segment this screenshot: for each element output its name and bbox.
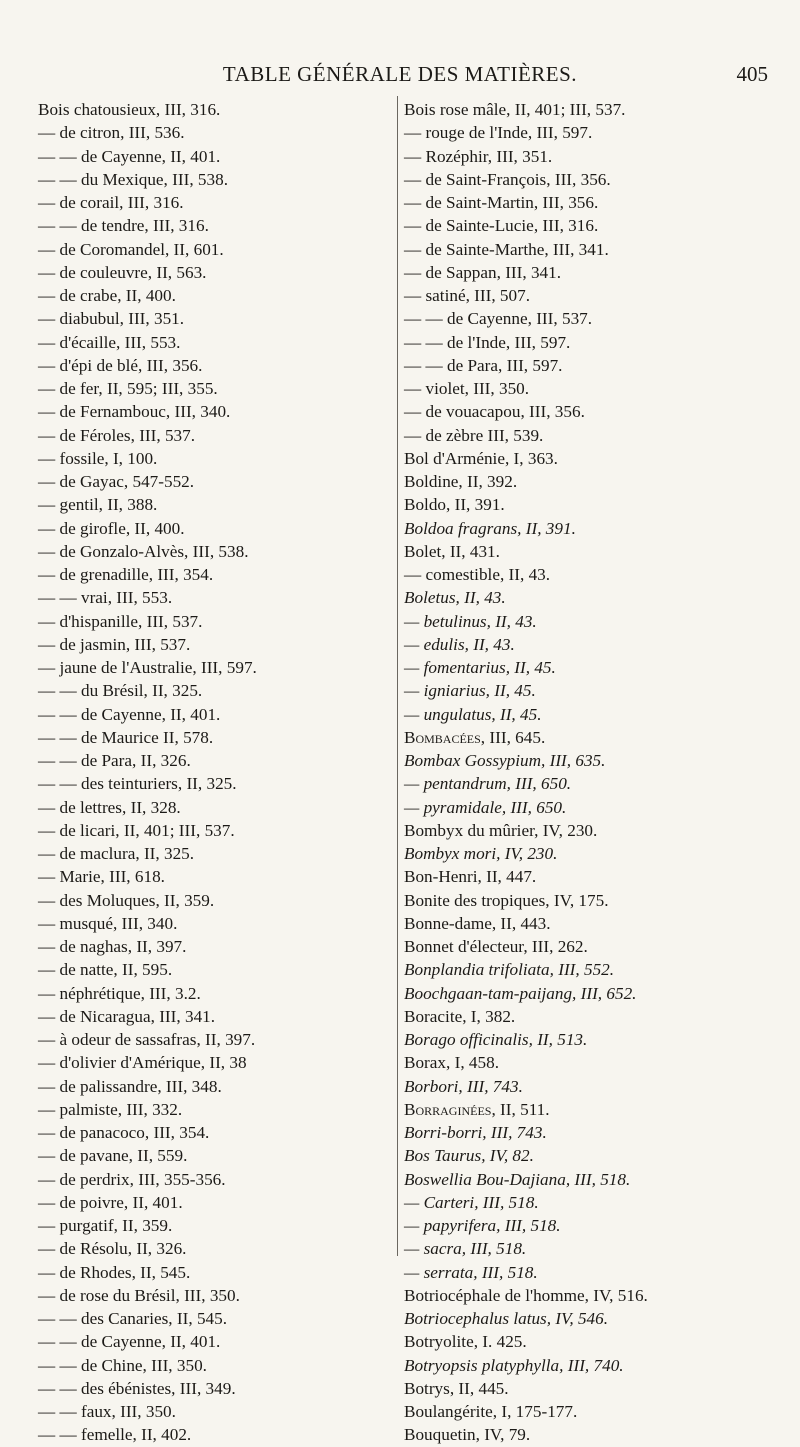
index-entry: Bos Taurus, IV, 82. <box>404 1146 534 1166</box>
index-entry: — de Fernambouc, III, 340. <box>38 402 231 422</box>
index-entry: Boochgaan-tam-paijang, III, 652. <box>404 983 637 1003</box>
index-entry: — de poivre, II, 401. <box>38 1192 183 1212</box>
index-entry: — — femelle, II, 402. <box>38 1425 192 1445</box>
index-entry: — — de tendre, III, 316. <box>38 216 209 236</box>
index-entry: Bombyx du mûrier, IV, 230. <box>404 820 598 840</box>
index-entry: Borax, I, 458. <box>404 1053 499 1073</box>
index-entry: Botryopsis platyphylla, III, 740. <box>404 1355 624 1375</box>
right-column <box>404 98 764 1447</box>
index-entry: — fossile, I, 100. <box>38 448 158 468</box>
index-entry: — Carteri, III, 518. <box>404 1192 539 1212</box>
index-entry: — — de l'Inde, III, 597. <box>404 332 571 352</box>
index-entry: Botriocephalus latus, IV, 546. <box>404 1309 609 1328</box>
index-entry: Bonplandia trifoliata, III, 552. <box>404 960 615 980</box>
index-entry: Botriocéphale de l'homme, IV, 516. <box>404 1285 648 1305</box>
index-entry: — serrata, III, 518. <box>404 1262 538 1282</box>
index-entry: — de Gayac, 547-552. <box>38 472 195 491</box>
index-entry: — de Résolu, II, 326. <box>38 1239 187 1259</box>
index-entry: — de palissandre, III, 348. <box>38 1076 222 1096</box>
index-entry: — sacra, III, 518. <box>404 1239 527 1259</box>
index-entry: — — des Canaries, II, 545. <box>38 1309 228 1328</box>
index-entry: — d'écaille, III, 553. <box>38 332 181 352</box>
index-entry: — de grenadille, III, 354. <box>38 565 214 584</box>
index-entry: Boswellia Bou-Dajiana, III, 518. <box>404 1169 631 1189</box>
index-entry: — de Féroles, III, 537. <box>38 425 196 445</box>
index-entry: Boracite, I, 382. <box>404 1006 516 1026</box>
index-entry: — de Sainte-Marthe, III, 341. <box>404 239 609 259</box>
index-entry: — de corail, III, 316. <box>38 193 184 212</box>
index-entry: Bombax Gossypium, III, 635. <box>404 751 606 770</box>
index-entry: — — du Mexique, III, 538. <box>38 169 228 189</box>
index-entry: — purgatif, II, 359. <box>38 1216 173 1235</box>
index-entry: — de citron, III, 536. <box>38 123 185 143</box>
index-entry: — de Saint-François, III, 356. <box>404 169 611 189</box>
index-entry: — de Nicaragua, III, 341. <box>38 1006 216 1026</box>
left-column <box>38 98 398 1447</box>
index-entry: — jaune de l'Australie, III, 597. <box>38 658 257 677</box>
index-entry: — de girofle, II, 400. <box>38 518 185 538</box>
index-entry: — de naghas, II, 397. <box>38 937 187 956</box>
index-entry: Bon-Henri, II, 447. <box>404 867 537 887</box>
index-entry: — de perdrix, III, 355-356. <box>38 1169 226 1189</box>
index-entry: — musqué, III, 340. <box>38 913 178 933</box>
index-entry: Boulangérite, I, 175-177. <box>404 1402 578 1421</box>
index-entry: — — de Cayenne, III, 537. <box>404 309 593 329</box>
index-entry: Boletus, II, 43. <box>404 588 506 608</box>
running-title: TABLE GÉNÉRALE DES MATIÈRES. <box>222 62 578 86</box>
index-entry: — de Rhodes, II, 545. <box>38 1262 191 1282</box>
index-entry: — de maclura, II, 325. <box>38 844 195 863</box>
index-entry: Bonite des tropiques, IV, 175. <box>404 890 609 910</box>
index-entry: — gentil, II, 388. <box>38 495 158 515</box>
index-entry: — pentandrum, III, 650. <box>404 774 572 794</box>
index-entry: — — faux, III, 350. <box>38 1402 176 1421</box>
index-entry: — à odeur de sassafras, II, 397. <box>38 1030 256 1049</box>
index-entry: — — de Maurice II, 578. <box>38 727 214 747</box>
index-entry: — comestible, II, 43. <box>404 565 551 584</box>
index-entry: Bol d'Arménie, I, 363. <box>404 448 558 468</box>
index-entry: Borraginées, II, 511. <box>404 1099 550 1119</box>
index-entry: Bolet, II, 431. <box>404 541 500 561</box>
index-entry: — de Gonzalo-Alvès, III, 538. <box>38 541 249 561</box>
index-entry: — igniarius, II, 45. <box>404 681 536 701</box>
index-entry: Boldoa fragrans, II, 391. <box>404 518 576 538</box>
index-entry: Borago officinalis, II, 513. <box>404 1030 588 1049</box>
index-entry: — de natte, II, 595. <box>38 960 173 980</box>
index-entry: — — de Para, III, 597. <box>404 355 563 375</box>
index-entry: — de licari, II, 401; III, 537. <box>38 820 235 840</box>
index-entry: — de Sainte-Lucie, III, 316. <box>404 216 599 236</box>
index-entry: — ungulatus, II, 45. <box>404 704 542 724</box>
page-number: 405 <box>736 62 768 86</box>
index-entry: — de fer, II, 595; III, 355. <box>38 379 218 398</box>
index-entry: — — de Chine, III, 350. <box>38 1355 207 1375</box>
index-entry: — diabubul, III, 351. <box>38 309 185 329</box>
index-entry: — Rozéphir, III, 351. <box>404 146 553 166</box>
column-divider <box>397 96 398 1256</box>
index-entry: — — des ébénistes, III, 349. <box>38 1378 236 1398</box>
index-entry: Bombacées, III, 645. <box>404 727 546 747</box>
index-entry: — fomentarius, II, 45. <box>404 658 556 677</box>
index-entry: — pyramidale, III, 650. <box>404 797 567 817</box>
index-entry: Botryolite, I. 425. <box>404 1332 527 1352</box>
index-entry: — — de Para, II, 326. <box>38 751 191 770</box>
index-entry: Bonne-dame, II, 443. <box>404 913 551 933</box>
index-entry: — néphrétique, III, 3.2. <box>38 983 201 1003</box>
index-entry: — des Moluques, II, 359. <box>38 890 215 910</box>
index-entry: — de pavane, II, 559. <box>38 1146 188 1166</box>
index-entry: — papyrifera, III, 518. <box>404 1216 561 1235</box>
index-entry: — d'olivier d'Amérique, II, 38 <box>38 1053 247 1073</box>
index-entry: — de lettres, II, 328. <box>38 797 181 817</box>
index-entry: — — de Cayenne, II, 401. <box>38 1332 221 1352</box>
index-entry: — satiné, III, 507. <box>404 286 531 305</box>
index-entry: — — vrai, III, 553. <box>38 588 173 608</box>
index-entry: Bois chatousieux, III, 316. <box>38 100 221 119</box>
index-entry: — de panacoco, III, 354. <box>38 1123 210 1142</box>
index-entry: — de jasmin, III, 537. <box>38 634 191 654</box>
index-entry: — de Saint-Martin, III, 356. <box>404 193 599 212</box>
index-entry: Borbori, III, 743. <box>404 1076 523 1096</box>
index-entry: — palmiste, III, 332. <box>38 1099 183 1119</box>
index-entry: — de vouacapou, III, 356. <box>404 402 585 422</box>
index-entry: — — de Cayenne, II, 401. <box>38 704 221 724</box>
page-header <box>0 62 800 92</box>
index-entry: — d'hispanille, III, 537. <box>38 611 203 631</box>
index-entry: Botrys, II, 445. <box>404 1378 509 1398</box>
index-entry: Bonnet d'électeur, III, 262. <box>404 937 588 956</box>
index-entry: — — des teinturiers, II, 325. <box>38 774 237 794</box>
index-entry: — de Sappan, III, 341. <box>404 262 562 282</box>
index-entry: — d'épi de blé, III, 356. <box>38 355 203 375</box>
index-entry: Boldine, II, 392. <box>404 472 518 491</box>
index-entry: Bouquetin, IV, 79. <box>404 1425 531 1445</box>
index-entry: — edulis, II, 43. <box>404 634 515 654</box>
index-entry: — Marie, III, 618. <box>38 867 165 887</box>
index-entry: — de rose du Brésil, III, 350. <box>38 1285 240 1305</box>
index-entry: Borri-borri, III, 743. <box>404 1123 547 1142</box>
index-entry: — betulinus, II, 43. <box>404 611 537 631</box>
index-entry: Bois rose mâle, II, 401; III, 537. <box>404 100 626 119</box>
index-entry: — — de Cayenne, II, 401. <box>38 146 221 166</box>
index-entry: — de Coromandel, II, 601. <box>38 239 224 259</box>
index-entry: — de crabe, II, 400. <box>38 286 176 305</box>
index-entry: — violet, III, 350. <box>404 379 530 398</box>
index-entry: — de couleuvre, II, 563. <box>38 262 207 282</box>
index-entry: Boldo, II, 391. <box>404 495 505 515</box>
index-entry: — — du Brésil, II, 325. <box>38 681 203 701</box>
index-entry: — rouge de l'Inde, III, 597. <box>404 123 593 143</box>
index-entry: — de zèbre III, 539. <box>404 425 544 445</box>
index-entry: Bombyx mori, IV, 230. <box>404 844 558 863</box>
